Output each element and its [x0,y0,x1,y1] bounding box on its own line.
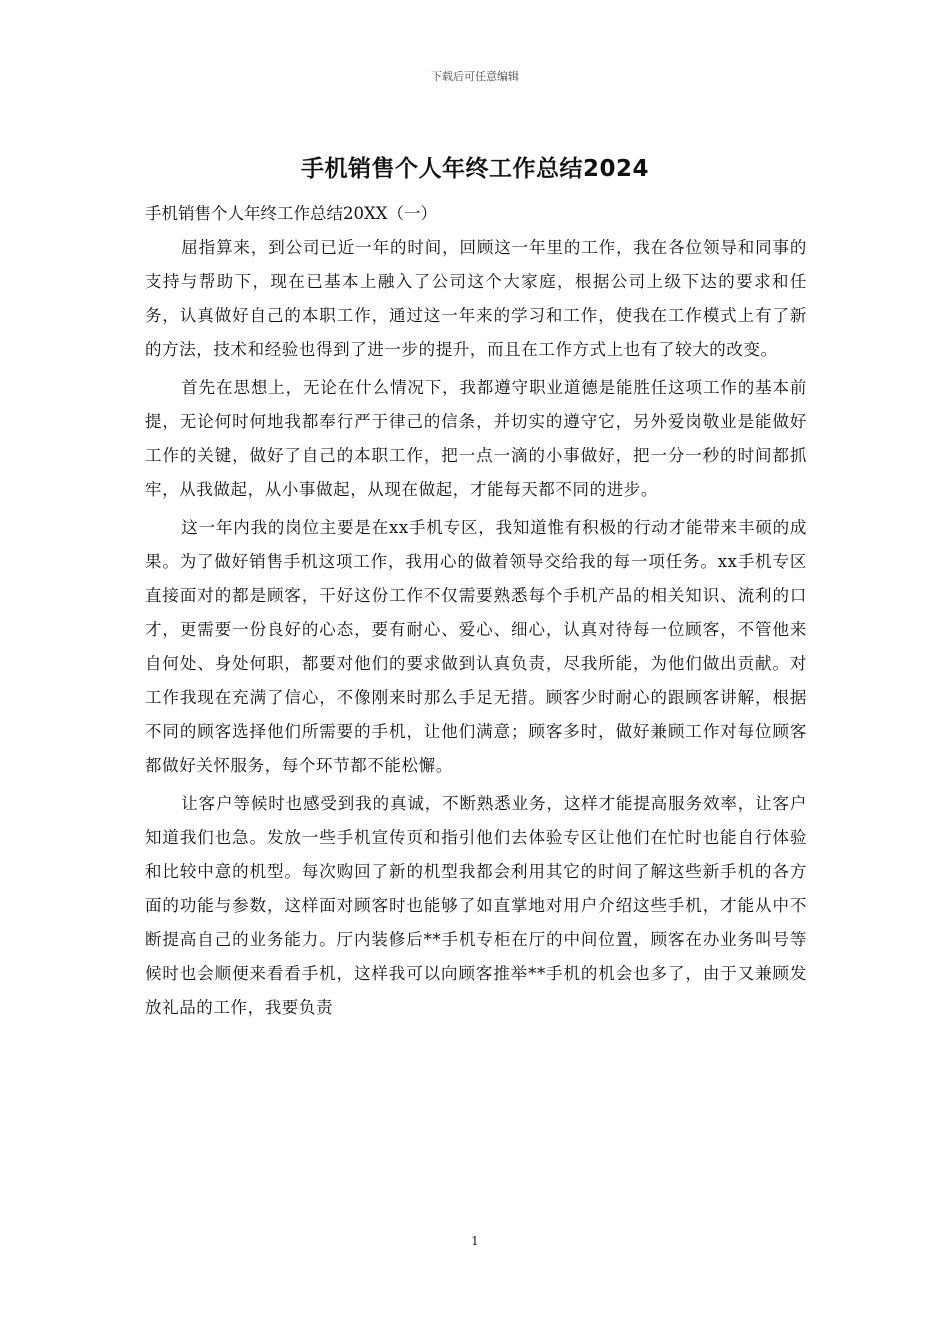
paragraph-2: 首先在思想上，无论在什么情况下，我都遵守职业道德是能胜任这项工作的基本前提，无论何时何地我都奉行严于律己的信条，并切实的遵守它，另外爱岗敬业是能做好工作的关键，做好了自己的本职工作，把一点一滴的小事做好，把一分一秒的时间都抓牢，从我做起，从小事做起，从现在做起，才能每天都不同的进步。 [145,378,807,499]
document-title: 手机销售个人年终工作总结2024 [300,156,649,182]
section-subtitle: 手机销售个人年终工作总结20XX（一） [145,204,437,223]
page-number: 1 [471,1234,479,1248]
paragraph-3: 这一年内我的岗位主要是在xx手机专区，我知道惟有积极的行动才能带来丰硕的成果。为了做好销售手机这项工作，我用心的做着领导交给我的每一项任务。xx手机专区直接面对的都是顾客，干好这份工作不仅需要熟悉每个手机产品的相关知识、流利的口才，更需要一份良好的心态，要有耐心、爱心、细心，认真对待每一位顾客，不管他来自何处、身处何职，都要对他们的要求做到认真负责，尽我所能，为他们做出贡献。对工作我现在充满了信心，不像刚来时那么手足无措。顾客少时耐心的跟顾客讲解，根据不同的顾客选择他们所需要的手机，让他们满意；顾客多时，做好兼顾工作对每位顾客都做好关怀服务，每个环节都不能松懈。 [145,518,807,775]
paragraph-4: 让客户等候时也感受到我的真诚，不断熟悉业务，这样才能提高服务效率，让客户知道我们也急。发放一些手机宣传页和指引他们去体验专区让他们在忙时也能自行体验和比较中意的机型。每次购回了新的机型我都会利用其它的时间了解这些新手机的各方面的功能与参数，这样面对顾客时也能够了如直掌地对用户介绍这些手机，才能从中不断提高自己的业务能力。厅内装修后**手机专柜在厅的中间位置，顾客在办业务叫号等候时也会顺便来看看手机，这样我可以向顾客推举**手机的机会也多了，由于又兼顾发放礼品的工作，我要负责 [145,794,807,1017]
document-body [145,197,807,1029]
header-note: 下载后可任意编辑 [431,70,519,83]
paragraph-1: 屈指算来，到公司已近一年的时间，回顾这一年里的工作，我在各位领导和同事的支持与帮助下，现在已基本上融入了公司这个大家庭，根据公司上级下达的要求和任务，认真做好自己的本职工作，通过这一年来的学习和工作，使我在工作模式上有了新的方法，技术和经验也得到了进一步的提升，而且在工作方式上也有了较大的改变。 [145,238,807,359]
